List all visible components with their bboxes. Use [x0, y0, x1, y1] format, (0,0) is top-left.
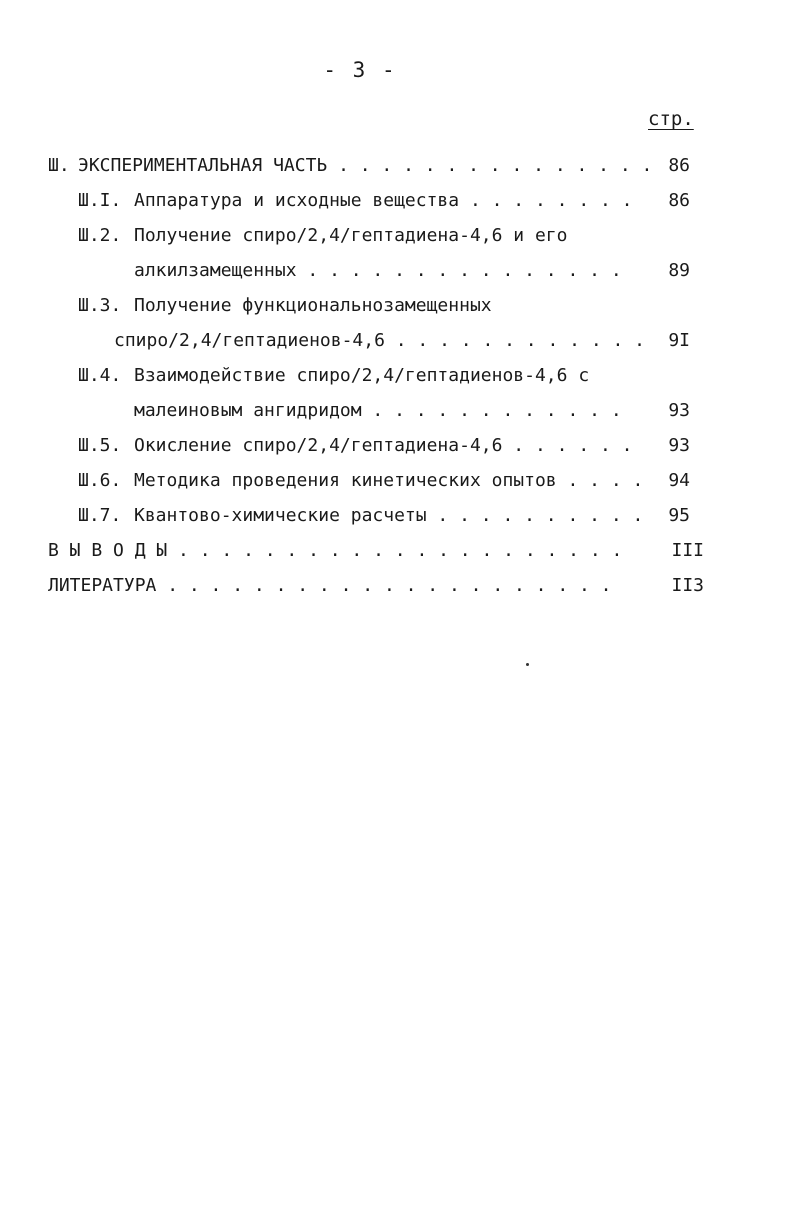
toc-entry-3-2 — [48, 218, 708, 253]
toc-entry-3-7 — [48, 498, 708, 533]
toc-entry-page: III — [671, 540, 704, 561]
page-column-label: стр. — [648, 108, 694, 130]
toc-entry-title: спиро/2,4/гептадиенов-4,6 . . . . . . . . . . . . — [114, 330, 646, 351]
toc-entry-title: Аппаратура и исходные вещества . . . . . . . . — [134, 190, 633, 211]
toc-entry-title: Квантово-химические расчеты . . . . . . . . . . — [134, 505, 644, 526]
toc-entry-number: Ш.6. — [78, 470, 122, 491]
toc-entry-title: алкилзамещенных . . . . . . . . . . . . . . . — [134, 260, 622, 281]
table-of-contents — [48, 148, 708, 603]
toc-entry-title: ЛИТЕРАТУРА . . . . . . . . . . . . . . . . . . . . . — [48, 575, 612, 596]
toc-entry-number: Ш.3. — [78, 295, 122, 316]
toc-entry-title: Получение спиро/2,4/гептадиена-4,6 и его — [134, 225, 568, 246]
toc-entry-page: 9I — [668, 330, 690, 351]
toc-entry-title: В Ы В О Д Ы . . . . . . . . . . . . . . . . . . . . . — [48, 540, 623, 561]
toc-entry-number: Ш.I. — [78, 190, 122, 211]
toc-entry-title: малеиновым ангидридом . . . . . . . . . . . . — [134, 400, 622, 421]
toc-entry-title: Методика проведения кинетических опытов . . . . — [134, 470, 644, 491]
toc-entry-number: Ш.7. — [78, 505, 122, 526]
toc-entry-literature — [48, 568, 708, 603]
toc-entry-number: Ш.4. — [78, 365, 122, 386]
toc-entry-title: ЭКСПЕРИМЕНТАЛЬНАЯ ЧАСТЬ . . . . . . . . . . . . . . . — [78, 155, 653, 176]
toc-entry-title: Взаимодействие спиро/2,4/гептадиенов-4,6 с — [134, 365, 590, 386]
toc-entry-3-4 — [48, 358, 708, 393]
toc-entry-page: II3 — [671, 575, 704, 596]
toc-entry-page: 94 — [668, 470, 690, 491]
toc-entry-page: 86 — [668, 190, 690, 211]
toc-entry-number: Ш.2. — [78, 225, 122, 246]
toc-entry-page: 89 — [668, 260, 690, 281]
toc-entry-conclusions — [48, 533, 708, 568]
toc-entry-3-3 — [48, 288, 708, 323]
toc-entry-page: 95 — [668, 505, 690, 526]
toc-entry-3-1 — [48, 183, 708, 218]
toc-entry-3-6 — [48, 463, 708, 498]
toc-entry-3-5 — [48, 428, 708, 463]
toc-entry-page: 93 — [668, 435, 690, 456]
scan-speck — [526, 663, 529, 666]
toc-entry-number: Ш.5. — [78, 435, 122, 456]
toc-entry-title: Получение функциональнозамещенных — [134, 295, 492, 316]
toc-entry-title: Окисление спиро/2,4/гептадиена-4,6 . . . . . . — [134, 435, 633, 456]
toc-entry-3-4-cont — [48, 393, 708, 428]
toc-entry-page: 93 — [668, 400, 690, 421]
toc-entry-chapter-3 — [48, 148, 708, 183]
toc-entry-number: Ш. — [48, 155, 70, 176]
toc-entry-3-3-cont — [48, 323, 708, 358]
page-number: - 3 - — [323, 58, 397, 82]
toc-entry-3-2-cont — [48, 253, 708, 288]
toc-entry-page: 86 — [668, 155, 690, 176]
